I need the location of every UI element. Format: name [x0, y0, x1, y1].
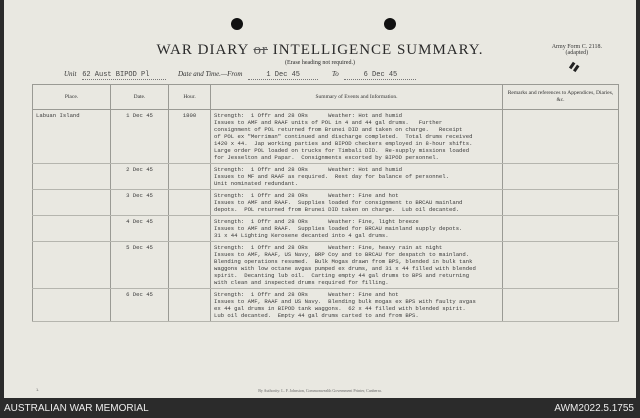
- struck-word: or: [253, 42, 268, 58]
- entry-hour: [169, 289, 211, 322]
- to-label: To: [331, 70, 339, 78]
- diary-meta: [64, 70, 416, 80]
- entry-date: 4 Dec 45: [111, 216, 169, 242]
- entry-summary: [211, 190, 503, 216]
- entry-remarks: [503, 164, 619, 190]
- summary-line: Issues to AMF, RAAF, US Navy, BRP Coy and to BRCAU for despatch to mainland.: [214, 251, 470, 258]
- to-value: 6 Dec 45: [344, 71, 416, 80]
- summary-line: 31 x 44 Lighting Kerosene decanted into 4 gal drums.: [214, 232, 389, 239]
- entry-date: 1 Dec 45: [111, 110, 169, 164]
- date-label: Date and Time.—From: [177, 70, 243, 78]
- summary-line: spirit. Decanting lub oil. Carting empty 44 gal drums to BPS and returning: [214, 272, 470, 279]
- entry-remarks: [503, 216, 619, 242]
- archive-caption: AUSTRALIAN WAR MEMORIAL: [4, 403, 149, 414]
- entry-summary: [211, 289, 503, 322]
- entry-hour: [169, 190, 211, 216]
- summary-line: Lub oil decanted. Empty 44 gal drums carted to and from BPS.: [214, 312, 419, 319]
- summary-line: with clean and inspected drums required for filling.: [214, 279, 389, 286]
- unit-value: 62 Aust BIPOD Pl: [82, 71, 166, 80]
- from-value: 1 Dec 45: [248, 71, 318, 80]
- summary-line: Unit nominated redundant.: [214, 180, 298, 187]
- punch-hole: [231, 18, 243, 30]
- entry-summary: [211, 216, 503, 242]
- col-place: Place.: [33, 85, 111, 110]
- form-number-text: Army Form C. 2118.: [551, 44, 602, 50]
- summary-line: Strength: 1 Offr and 28 ORs Weather: Fine, heavy rain at night: [214, 244, 443, 251]
- entry-remarks: [503, 110, 619, 164]
- entry-date: 2 Dec 45: [111, 164, 169, 190]
- page-title: [4, 42, 636, 66]
- unit-label: Unit: [64, 70, 77, 78]
- punch-hole: [384, 18, 396, 30]
- war-diary-page: [4, 0, 636, 398]
- title-subtitle: (Erase heading not required.): [285, 60, 355, 66]
- summary-line: Large order POL loaded on trucks for Timbali DID. Re-supply missions loaded: [214, 147, 470, 154]
- entry-remarks: [503, 190, 619, 216]
- table-row: [33, 289, 619, 322]
- summary-line: consignment of POL returned from Brunei DID and taken on charge. Receipt: [214, 126, 463, 133]
- entry-date: 6 Dec 45: [111, 289, 169, 322]
- col-summary: Summary of Events and Information.: [211, 85, 503, 110]
- form-number: [552, 44, 602, 56]
- entry-remarks: [503, 289, 619, 322]
- summary-line: Strength: 1 Offr and 28 ORs Weather: Hot and humid: [214, 112, 402, 119]
- entry-hour: [169, 216, 211, 242]
- table-header: [33, 85, 619, 110]
- archive-id: AWM2022.5.1755: [554, 403, 634, 414]
- entry-hour: [169, 164, 211, 190]
- summary-line: of POL ex "Merriman" continued and discharge completed. Total drums received: [214, 133, 473, 140]
- table-row: [33, 164, 619, 190]
- entry-hour: [169, 242, 211, 289]
- summary-line: Strength: 1 Offr and 28 ORs Weather: Fine and hot: [214, 291, 399, 298]
- entry-place: [33, 216, 111, 242]
- entry-place: [33, 289, 111, 322]
- summary-line: Issues to AMF and RAAF. Supplies loaded for BRCAU mainland supply depots.: [214, 225, 463, 232]
- title-prefix: WAR DIARY: [156, 42, 249, 58]
- summary-line: 1420 x 44. Jap working parties and BIPOD checkers employed in 8-hour shifts.: [214, 140, 473, 147]
- title-suffix: INTELLIGENCE SUMMARY.: [272, 42, 484, 58]
- entry-place: [33, 164, 111, 190]
- summary-line: Issues to AMF and RAAF units of POL in 4 and 44 gal drums. Further: [214, 119, 443, 126]
- entry-summary: [211, 242, 503, 289]
- entry-date: 3 Dec 45: [111, 190, 169, 216]
- summary-line: depots. POL returned from Brunei DID taken on charge. Lub oil decanted.: [214, 206, 460, 213]
- col-remarks: Remarks and references to Appendices, Diaries, &c.: [503, 85, 619, 110]
- table-row: [33, 110, 619, 164]
- summary-line: for Jesselton and Papar. Consignments escorted by BIPOD personnel.: [214, 154, 439, 161]
- entry-place: [33, 190, 111, 216]
- entry-summary: [211, 110, 503, 164]
- entry-date: 5 Dec 45: [111, 242, 169, 289]
- form-note: (adapted): [565, 50, 589, 56]
- entry-summary: [211, 164, 503, 190]
- entry-remarks: [503, 242, 619, 289]
- summary-line: waggons with low octane avgas pumped ex drums, and 31 x 44 filled with blended: [214, 265, 476, 272]
- table-row: [33, 216, 619, 242]
- entry-place: Labuan Island: [33, 110, 111, 164]
- summary-line: Issues to AMF and RAAF. Supplies loaded for consignment to BRCAU mainland: [214, 199, 463, 206]
- summary-line: Strength: 1 Offr and 28 ORs Weather: Fine, light breeze: [214, 218, 419, 225]
- summary-line: Strength: 1 Offr and 28 ORs Weather: Fine and hot: [214, 192, 399, 199]
- summary-line: Issues to MF and RAAF as required. Rest day for balance of personnel.: [214, 173, 449, 180]
- printer-imprint: By Authority: L. F. Johnston, Commonwealth Government Printer, Canberra.: [258, 388, 382, 393]
- col-hour: Hour.: [169, 85, 211, 110]
- summary-line: Blending operations resumed. Bulk Mogas drawn from BPS, blended in bulk tank: [214, 258, 473, 265]
- footer-mark: 1.: [36, 387, 40, 392]
- diary-table: [32, 84, 619, 322]
- summary-line: Strength: 1 Offr and 28 ORs Weather: Hot and humid: [214, 166, 402, 173]
- entry-place: [33, 242, 111, 289]
- summary-line: Issues to AMF, RAAF and US Navy. Blending bulk mogas ex BPS with faulty avgas: [214, 298, 476, 305]
- entry-hour: 1800: [169, 110, 211, 164]
- table-row: [33, 190, 619, 216]
- table-row: [33, 242, 619, 289]
- col-date: Date.: [111, 85, 169, 110]
- summary-line: ex 44 gal drums in BIPOD tank waggons. 62 x 44 filled with blended spirit.: [214, 305, 466, 312]
